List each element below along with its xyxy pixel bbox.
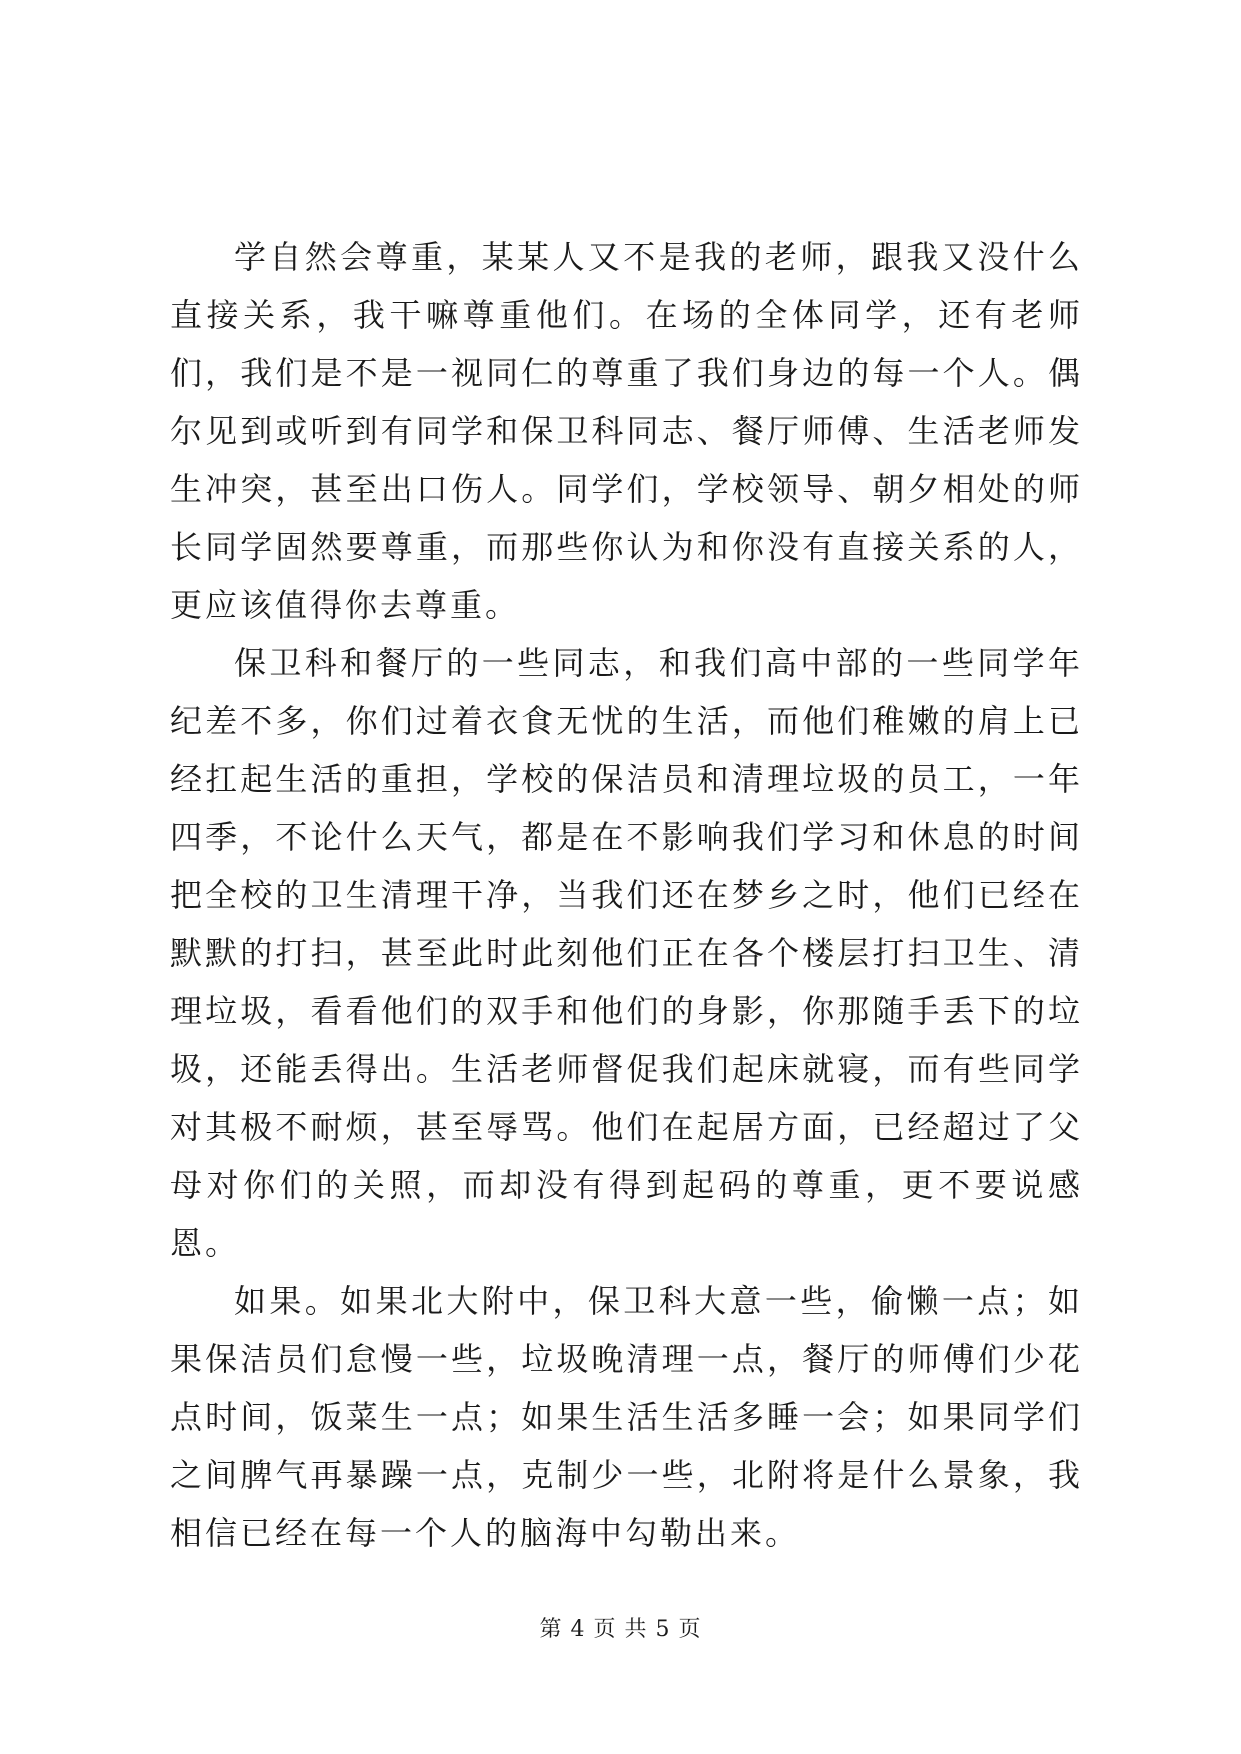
paragraph-3: 如果。如果北大附中，保卫科大意一些，偷懒一点；如果保洁员们怠慢一些，垃圾晚清理一点，餐厅的师傅们少花点时间，饭菜生一点；如果生活生活多睡一会；如果同学们之间脾气再暴躁一点，克制少一些，北附将是什么景象，我相信已经在每一个人的脑海中勾勒出来。 [170,1282,1083,1552]
document-body [170,228,1083,1562]
paragraph-2: 保卫科和餐厅的一些同志，和我们高中部的一些同学年纪差不多，你们过着衣食无忧的生活，而他们稚嫩的肩上已经扛起生活的重担，学校的保洁员和清理垃圾的员工，一年四季，不论什么天气，都是在不影响我们学习和休息的时间把全校的卫生清理干净，当我们还在梦乡之时，他们已经在默默的打扫，甚至此时此刻他们正在各个楼层打扫卫生、清理垃圾，看看他们的双手和他们的身影，你那随手丢下的垃圾，还能丢得出。生活老师督促我们起床就寝，而有些同学对其极不耐烦，甚至辱骂。他们在起居方面，已经超过了父母对你们的关照，而却没有得到起码的尊重，更不要说感恩。 [170,644,1083,1262]
page-number-footer: 第 4 页 共 5 页 [539,1617,702,1642]
paragraph-1: 学自然会尊重，某某人又不是我的老师，跟我又没什么直接关系，我干嘛尊重他们。在场的全体同学，还有老师们，我们是不是一视同仁的尊重了我们身边的每一个人。偶尔见到或听到有同学和保卫科同志、餐厅师傅、生活老师发生冲突，甚至出口伤人。同学们，学校领导、朝夕相处的师长同学固然要尊重，而那些你认为和你没有直接关系的人，更应该值得你去尊重。 [170,238,1083,624]
